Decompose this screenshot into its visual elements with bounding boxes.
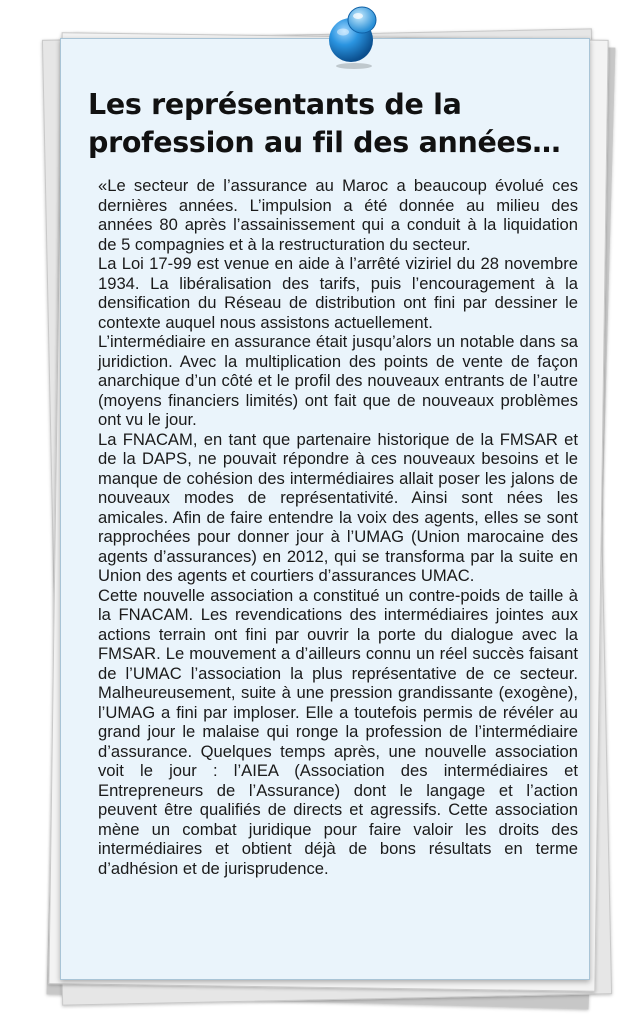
paragraph: L’intermédiaire en assurance était jusqu’alors un notable dans sa juridiction. Avec la multiplication des points de vente de façon anarchique d’un côté et le profil des nouveaux entrants de l’autre (moyens financiers limités) ont fait que de nouveaux problèmes ont vu le jour. — [98, 332, 578, 429]
article-title: Les représentants de la profession au fil des années… — [88, 88, 561, 159]
push-pin-icon — [318, 0, 388, 70]
paragraph: La FNACAM, en tant que partenaire historique de la FMSAR et de la DAPS, ne pouvait répondre à ces nouveaux besoins et le manque de cohésion des intermédiaires allait poser les jalons de nouveaux modes de représentativité. Ainsi sont nées les amicales. Afin de faire entendre la voix des agents, elles se sont rapprochées pour donner jour à l’UMAG (Union marocaine des agents d’assurances) en 2012, qui se transforma par la suite en Union des agents et courtiers d’assurances UMAC. — [98, 429, 578, 585]
article-body — [98, 176, 578, 878]
paragraph: La Loi 17-99 est venue en aide à l’arrêté viziriel du 28 novembre 1934. La libéralisation des tarifs, puis l’encouragement à la densification du Réseau de distribution ont fini par dessiner le contexte auquel nous assistons actuellement. — [98, 254, 578, 332]
paragraph: Cette nouvelle association a constitué un contre-poids de taille à la FNACAM. Les revendications des intermédiaires jointes aux actions terrain ont fini par ouvrir la porte du dialogue avec la FMSAR. Le mouvement a d’ailleurs connu un réel succès faisant de l’UMAC l’association la plus représentative de ce secteur. Malheureusement, suite à une pression grandissante (exogène), l’UMAG a fini par imploser. Elle a toutefois permis de révéler au grand jour le malaise qui ronge la profession de l’intermédiaire d’assurance. Quelques temps après, une nouvelle association voit le jour : l’AIEA (Association des intermédiaires et Entrepreneurs de l’Assurance) dont le langage et l’action peuvent être qualifiés de directs et agressifs. Cette association mène un combat juridique pour faire valoir les droits des intermédiaires et obtient déjà de bons résultats en terme d’adhésion et de jurisprudence. — [98, 585, 578, 878]
paragraph: «Le secteur de l’assurance au Maroc a beaucoup évolué ces dernières années. L’impulsion a été donnée au milieu des années 80 après l’assainissement qui a conduit à la liquidation de 5 compagnies et à la restructuration du secteur. — [98, 176, 578, 254]
